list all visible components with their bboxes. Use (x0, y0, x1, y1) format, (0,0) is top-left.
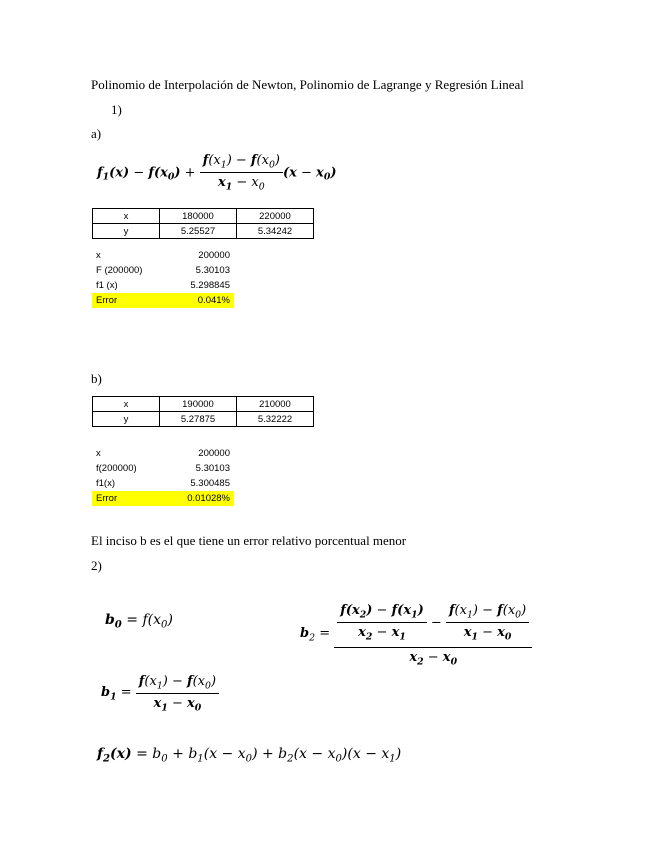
table-a-x-label: x (93, 209, 160, 224)
calc-value: 5.30103 (195, 265, 230, 276)
table-b-x-1: 190000 (160, 397, 237, 412)
formula-b0: $b_0 = f(x_0)$ (105, 612, 173, 631)
table-a-y-label: y (93, 224, 160, 239)
calc-value: 200000 (198, 250, 230, 261)
item-1-label: 1) (111, 102, 122, 117)
table-a-x-2: 220000 (237, 209, 314, 224)
calc-value: 5.300485 (190, 478, 230, 489)
calc-label: f1 (x) (96, 280, 118, 291)
table-a-y-2: 5.34242 (237, 224, 314, 239)
item-2-label: 2) (91, 558, 102, 573)
formula-f2: $f_2(x) = b_0 + b_1(x - x_0) + b_2(x - x_0)(x - x_1)$ (97, 746, 402, 765)
table-b-y-label: y (93, 412, 160, 427)
error-value: 0.01028% (187, 493, 230, 504)
table-a (92, 208, 314, 239)
table-b-x-2: 210000 (237, 397, 314, 412)
error-row-a (92, 293, 234, 308)
formula-f1: $f_1(x) - f(x_0)$ + $\frac{f(x_1) - f(x_0)}{x_1 - x_0}$ $(x - x_0)$ (97, 153, 337, 193)
error-label: Error (96, 493, 118, 504)
calc-a (92, 248, 234, 308)
table-row (93, 397, 314, 412)
table-row (93, 412, 314, 427)
page-title: Polinomio de Interpolación de Newton, Polinomio de Lagrange y Regresión Lineal (91, 77, 524, 92)
calc-label: x (96, 250, 101, 261)
calc-label: f(200000) (96, 463, 137, 474)
table-b-y-1: 5.27875 (160, 412, 237, 427)
conclusion-text: El inciso b es el que tiene un error relativo porcentual menor (91, 533, 407, 548)
calc-row (92, 263, 234, 278)
calc-value: 200000 (198, 448, 230, 459)
error-row-b (92, 491, 234, 506)
part-a-label: a) (91, 126, 102, 141)
calc-label: f1(x) (96, 478, 115, 489)
calc-label: x (96, 448, 101, 459)
calc-row (92, 248, 234, 263)
calc-row (92, 476, 234, 491)
error-label: Error (96, 295, 118, 306)
formula-b2: $b_2$ = $\frac{f(x_2) - f(x_1)}{x_2 - x_1}$ − $\frac{f(x_1) - f(x_0)}{x_1 - x_0}$ $x_2 - x_0$ (300, 603, 532, 667)
calc-value: 5.30103 (195, 463, 230, 474)
part-b-label: b) (91, 371, 102, 386)
table-b-y-2: 5.32222 (237, 412, 314, 427)
error-value: 0.041% (197, 295, 230, 306)
table-a-x-1: 180000 (160, 209, 237, 224)
calc-row (92, 446, 234, 461)
calc-b (92, 446, 234, 506)
formula-b1: $b_1$ = $\frac{f(x_1) - f(x_0)}{x_1 - x_0}$ (101, 674, 219, 714)
calc-value: 5.298845 (190, 280, 230, 291)
table-b-x-label: x (93, 397, 160, 412)
calc-row (92, 278, 234, 293)
table-b (92, 396, 314, 427)
calc-row (92, 461, 234, 476)
table-row (93, 224, 314, 239)
table-row (93, 209, 314, 224)
calc-label: F (200000) (96, 265, 143, 276)
table-a-y-1: 5.25527 (160, 224, 237, 239)
